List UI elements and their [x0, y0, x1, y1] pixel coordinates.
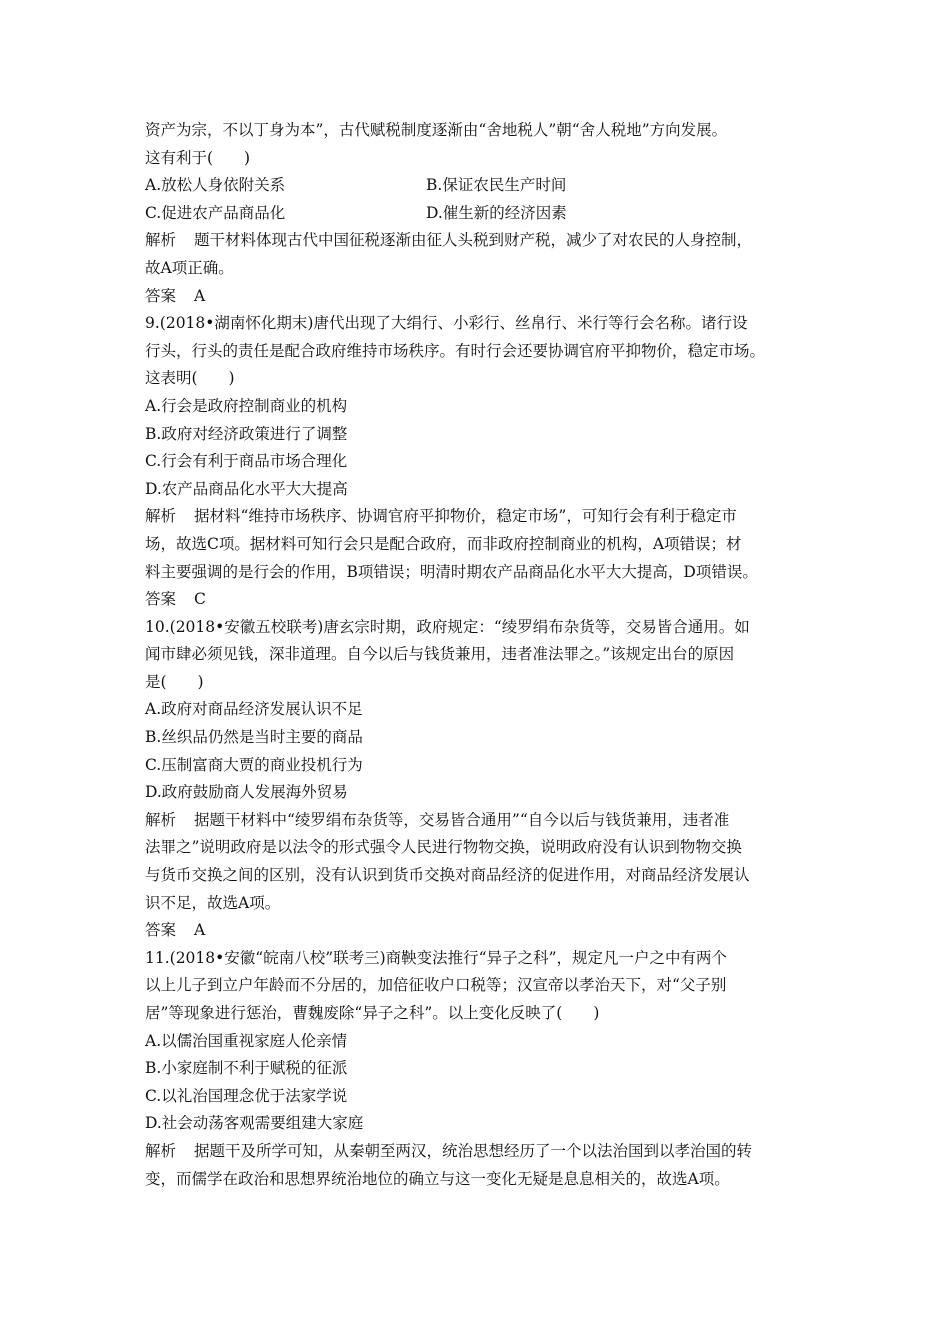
q8-options-row-2 — [145, 200, 810, 228]
q10-option-d: D.政府鼓励商人发展海外贸易 — [145, 783, 348, 802]
q10-analysis-text-1: 据题干材料中“绫罗绢布杂货等，交易皆合通用”“自今以后与钱货兼用，违者准 — [194, 810, 730, 829]
q9-option-b: B.政府对经济政策进行了调整 — [145, 424, 348, 443]
q10-analysis-line-2: 法罪之”说明政府是以法令的形式强令人民进行物物交换，说明政府没有认识到物物交换 — [145, 838, 742, 857]
q11-option-d: D.社会动荡客观需要组建大家庭 — [145, 1114, 364, 1133]
q11-analysis-line-2: 变，而儒学在政治和思想界统治地位的确立与这一变化无疑是息息相关的，故选A项。 — [145, 1169, 730, 1188]
q8-option-d: D.催生新的经济因素 — [426, 203, 567, 222]
q9-answer-value: C — [194, 590, 206, 609]
q11-stem-line-3: 居”等现象进行惩治，曹魏废除“异子之科”。以上变化反映了( ) — [145, 1004, 600, 1022]
q11-option-a: A.以儒治国重视家庭人伦亲情 — [145, 1031, 348, 1050]
q10-answer-value: A — [194, 921, 206, 940]
q10-stem-line-1: 10.(2018•安徽五校联考)唐玄宗时期，政府规定：“绫罗绢布杂货等，交易皆合通用。如 — [145, 617, 750, 636]
q9-analysis-line-1 — [145, 503, 810, 531]
q8-option-a: A.放松人身依附关系 — [145, 176, 286, 195]
q8-answer-line — [145, 283, 810, 311]
q11-stem-line-2: 以上儿子到立户年龄而不分居的，加倍征收户口税等；汉宣帝以孝治天下，对“父子别 — [145, 976, 727, 995]
q8-stem-line-1: 资产为宗，不以丁身为本”，古代赋税制度逐渐由“舍地税人”朝“舍人税地”方向发展。 — [145, 121, 728, 139]
q9-stem-line-2: 行头，行头的责任是配合政府维持市场秩序。有时行会还要协调官府平抑物价，稳定市场。 — [145, 341, 766, 360]
q9-stem-line-3: 这表明( ) — [145, 369, 235, 388]
q9-option-c: C.行会有利于商品市场合理化 — [145, 452, 348, 471]
q8-answer-label: 答案 — [145, 286, 177, 305]
q8-analysis-line-2: 故A项正确。 — [145, 258, 234, 277]
q8-option-b: B.保证农民生产时间 — [426, 176, 567, 195]
q9-option-d: D.农产品商品化水平大大提高 — [145, 479, 348, 498]
q10-stem-line-3: 是( ) — [145, 672, 204, 691]
q8-options-row-1 — [145, 172, 810, 200]
q11-analysis-text-1: 据题干及所学可知，从秦朝至两汉，统治思想经历了一个以法治国到以孝治国的转 — [194, 1141, 753, 1160]
q10-analysis-line-4: 识不足，故选A项。 — [145, 893, 281, 912]
q9-option-a: A.行会是政府控制商业的机构 — [145, 396, 348, 415]
q10-answer-label: 答案 — [145, 921, 177, 940]
q11-analysis-line-1 — [145, 1138, 810, 1166]
q10-analysis-line-3: 与货币交换之间的区别，没有认识到货币交换对商品经济的促进作用，对商品经济发展认 — [145, 866, 750, 885]
q10-stem-line-2: 闻市肆必须见钱，深非道理。自今以后与钱货兼用，违者准法罪之。”该规定出台的原因 — [145, 645, 735, 664]
q9-answer-label: 答案 — [145, 590, 177, 609]
q8-analysis-line-1 — [145, 227, 810, 255]
q11-analysis-label: 解析 — [145, 1141, 177, 1160]
q8-analysis-label: 解析 — [145, 231, 177, 250]
q8-answer-value: A — [194, 286, 206, 305]
document-page — [145, 117, 810, 1193]
q9-stem-line-1: 9.(2018•湖南怀化期末)唐代出现了大绢行、小彩行、丝帛行、米行等行会名称。诸行设 — [145, 314, 748, 333]
q9-analysis-line-2: 场，故选C项。据材料可知行会只是配合政府，而非政府控制商业的机构，A项错误；材 — [145, 534, 742, 553]
q11-stem-line-1: 11.(2018•安徽“皖南八校”联考三)商鞅变法推行“异子之科”，规定凡一户之中有两个 — [145, 948, 728, 967]
q9-analysis-line-3: 料主要强调的是行会的作用，B项错误；明清时期农产品商品化水平大大提高，D项错误。 — [145, 562, 758, 581]
q10-option-b: B.丝织品仍然是当时主要的商品 — [145, 728, 363, 747]
q10-option-c: C.压制富商大贾的商业投机行为 — [145, 755, 363, 774]
q10-answer-line — [145, 917, 810, 945]
q8-stem-line-2: 这有利于( ) — [145, 148, 251, 167]
q11-option-b: B.小家庭制不利于赋税的征派 — [145, 1059, 348, 1078]
q10-analysis-line-1 — [145, 807, 810, 835]
q8-analysis-text-1: 题干材料体现古代中国征税逐渐由征人头税到财产税，减少了对农民的人身控制， — [194, 231, 753, 250]
q10-analysis-label: 解析 — [145, 810, 177, 829]
q10-option-a: A.政府对商品经济发展认识不足 — [145, 700, 363, 719]
q11-option-c: C.以礼治国理念优于法家学说 — [145, 1086, 348, 1105]
q8-option-c: C.促进农产品商品化 — [145, 203, 286, 222]
q9-answer-line — [145, 586, 810, 614]
q9-analysis-label: 解析 — [145, 507, 177, 526]
q9-analysis-text-1: 据材料“维持市场秩序、协调官府平抑物价，稳定市场”，可知行会有利于稳定市 — [194, 507, 737, 526]
